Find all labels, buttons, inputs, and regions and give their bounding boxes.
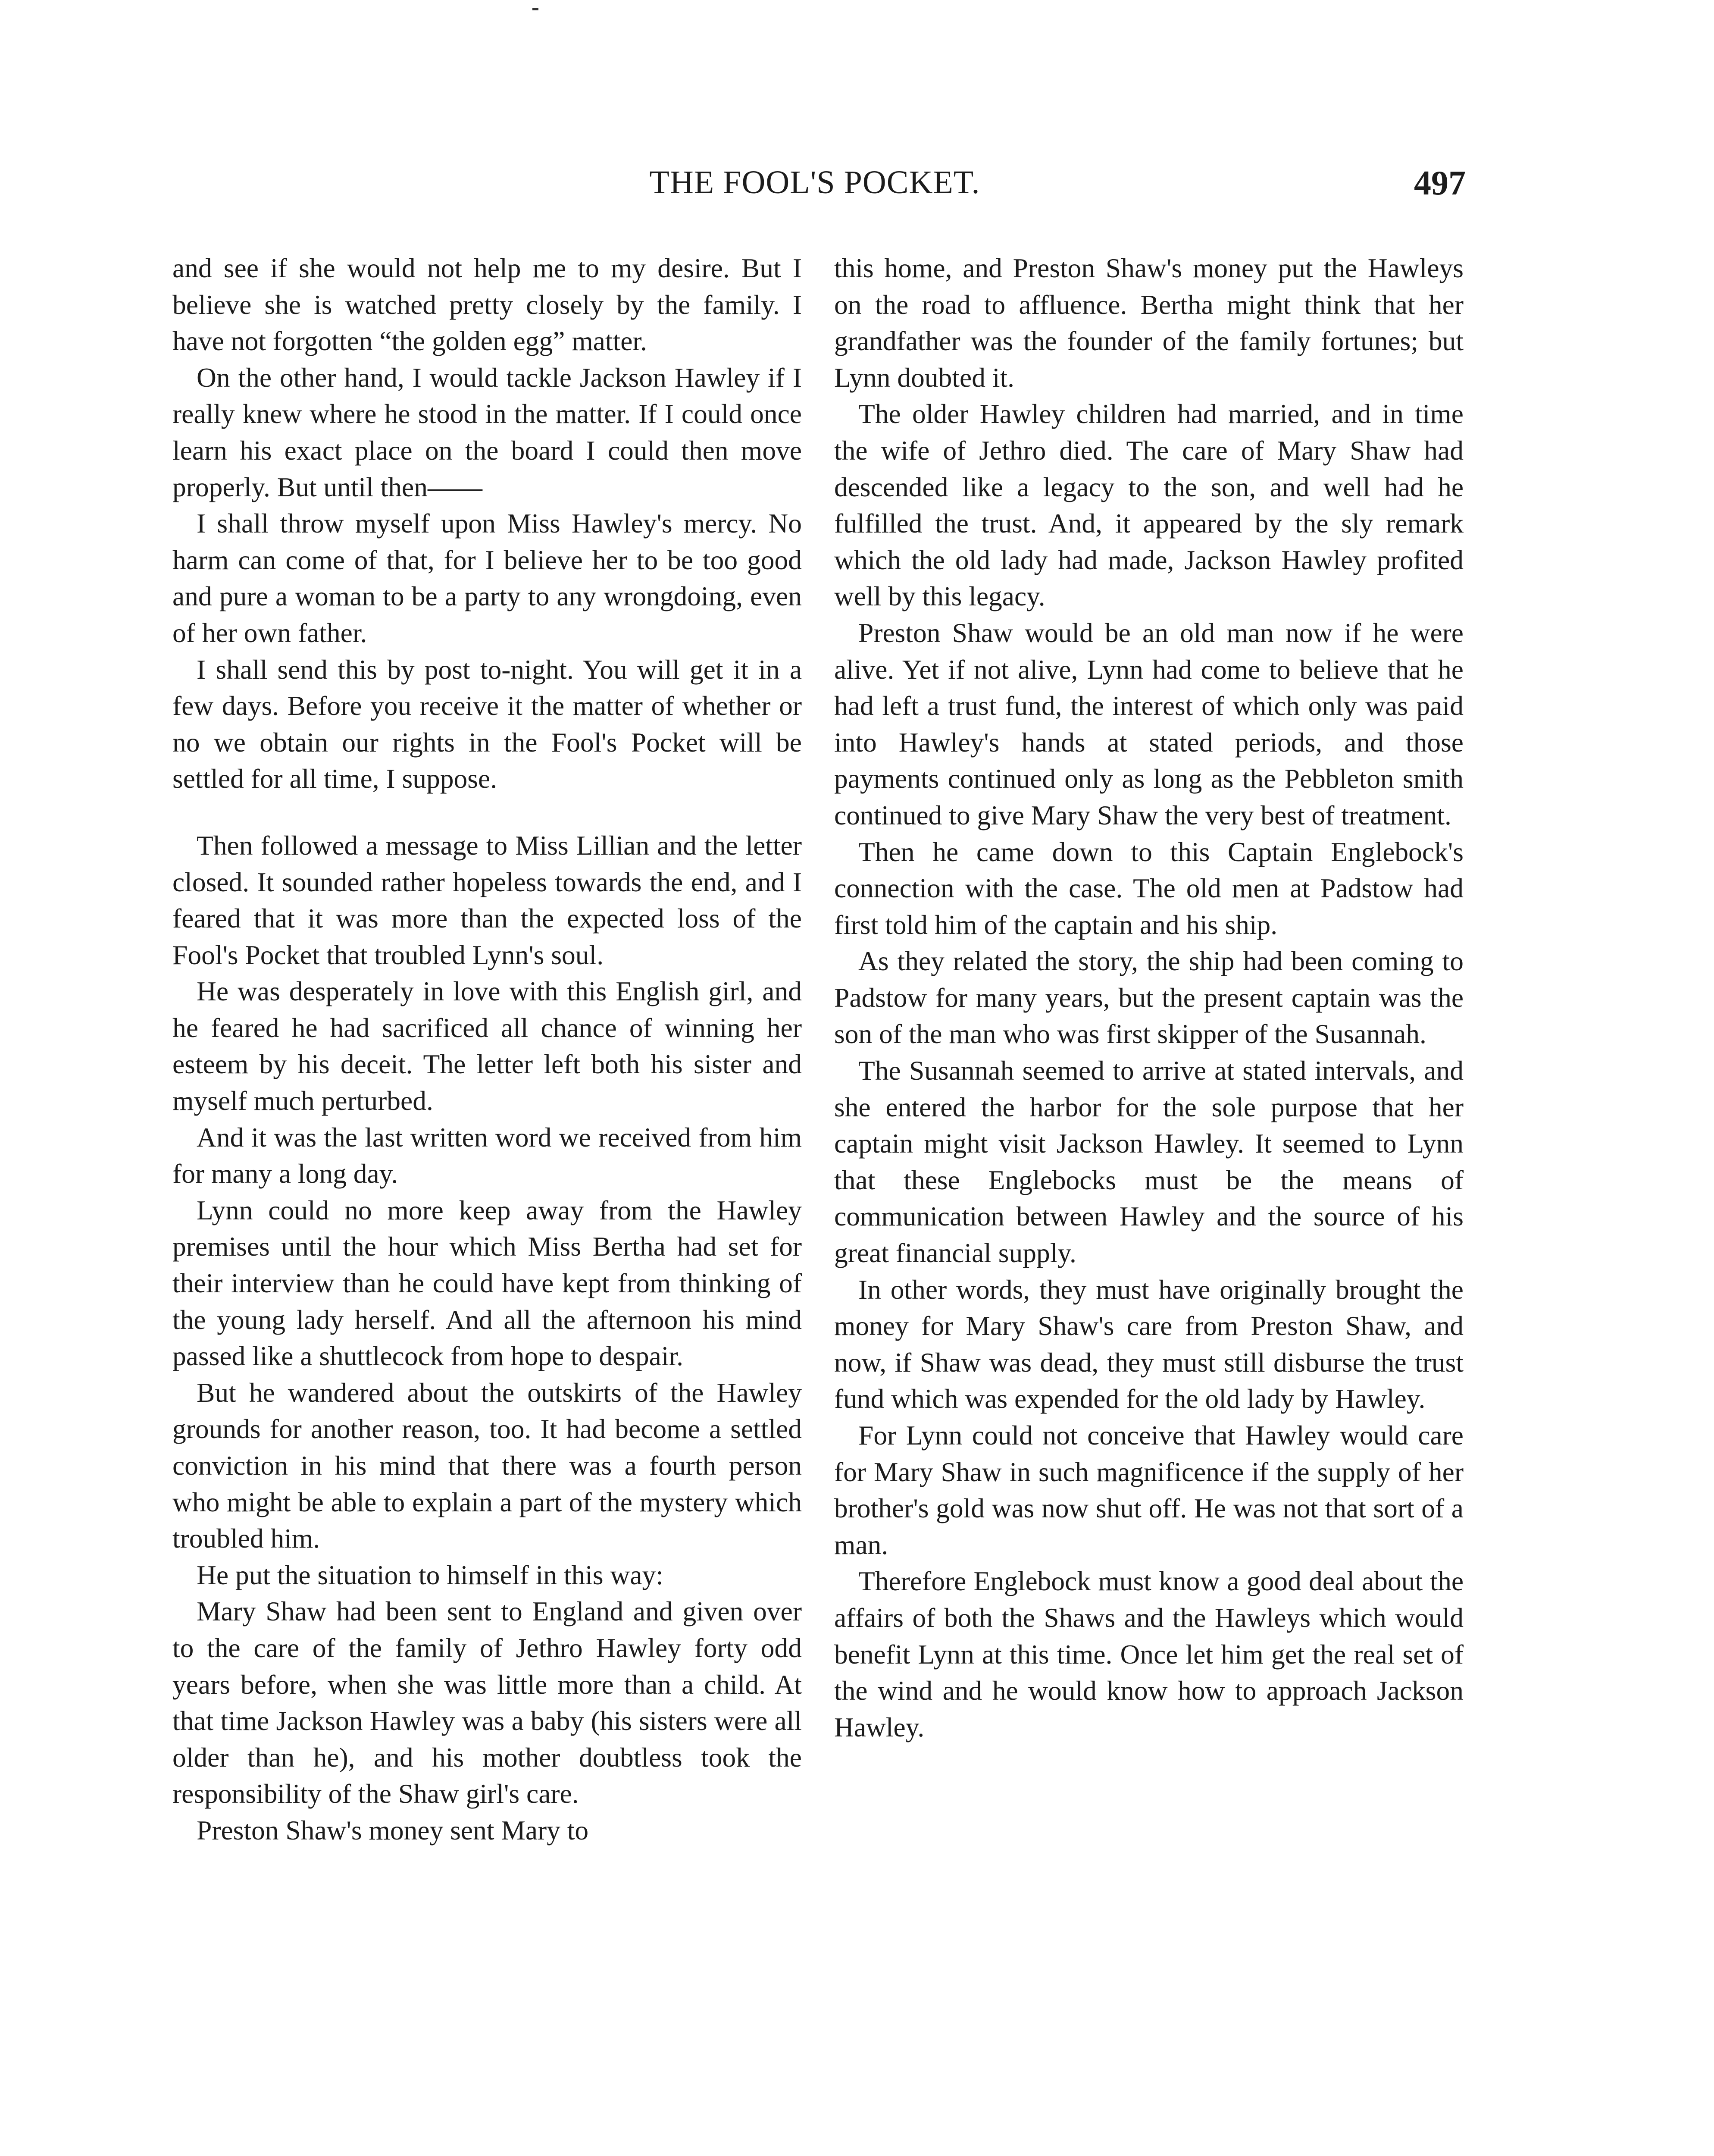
paragraph: He put the situation to himself in this way: — [197, 1559, 663, 1590]
paragraph: Therefore Englebock must know a good deal about the affairs of both the Shaws and the Hawleys which would benefit Lynn at this time. Once let him get the real set of the wind and he would know how to approach Jackson Hawley. — [834, 1566, 1464, 1742]
paragraph: As they related the story, the ship had been coming to Padstow for many years, but the present captain was the son of the man who was first skipper of the Susannah. — [834, 946, 1464, 1050]
paragraph: I shall send this by post to-night. You will get it in a few days. Before you receive it the matter of whether or no we obtain our rights in the Fool's Pocket will be settled for all time, I suppose. — [172, 654, 802, 794]
paragraph: Then he came down to this Captain Englebock's connection with the case. The old men at Padstow had first told him of the captain and his ship. — [834, 836, 1464, 940]
paragraph: The older Hawley children had married, and in time the wife of Jethro died. The care of Mary Shaw had descended like a legacy to the son, and well had he fulfilled the trust. And, it appeared by the sly remark which the old lady had made, Jackson Hawley profited well by this legacy. — [834, 398, 1464, 612]
paragraph: this home, and Preston Shaw's money put the Hawleys on the road to affluence. Bertha might think that her grandfather was the founder of the family fortunes; but Lynn doubted it. — [834, 253, 1464, 393]
running-head — [164, 164, 1466, 211]
paragraph: But he wandered about the outskirts of the Hawley grounds for another reason, too. It had become a settled conviction in his mind that there was a fourth person who might be able to explain a part of the mystery which troubled him. — [172, 1377, 802, 1554]
left-column — [172, 250, 802, 1849]
paragraph: In other words, they must have originally brought the money for Mary Shaw's care from Preston Shaw, and now, if Shaw was dead, they must still disburse the trust fund which was expended for the old lady by Hawley. — [834, 1274, 1464, 1414]
paragraph: On the other hand, I would tackle Jackson Hawley if I really knew where he stood in the matter. If I could once learn his exact place on the board I could then move properly. But until then—— — [172, 362, 802, 502]
paragraph: Mary Shaw had been sent to England and given over to the care of the family of Jethro Hawley forty odd years before, when she was little more than a child. At that time Jackson Hawley was a baby (his sisters were all older than he), and his mother doubtless took the responsibility of the Shaw girl's care. — [172, 1596, 802, 1809]
page-number: 497 — [1414, 164, 1466, 202]
paragraph: Lynn could no more keep away from the Hawley premises until the hour which Miss Bertha had set for their interview than he could have kept from thinking of the young lady herself. And all the afternoon his mind passed like a shuttlecock from hope to despair. — [172, 1194, 802, 1372]
paragraph: Then followed a message to Miss Lillian and the letter closed. It sounded rather hopeless towards the end, and I feared that it was more than the expected loss of the Fool's Pocket that troubled Lynn's soul. — [172, 830, 802, 970]
paragraph: I shall throw myself upon Miss Hawley's mercy. No harm can come of that, for I believe her to be too good and pure a woman to be a party to any wrongdoing, even of her own father. — [172, 508, 802, 648]
paragraph: The Susannah seemed to arrive at stated intervals, and she entered the harbor for the sole purpose that her captain might visit Jackson Hawley. It seemed to Lynn that these Englebocks must be the means of communication between Hawley and the source of his great financial supply. — [834, 1055, 1464, 1269]
paragraph: Preston Shaw would be an old man now if he were alive. Yet if not alive, Lynn had come to believe that he had left a trust fund, the interest of which only was paid into Hawley's hands at stated periods, and those payments continued only as long as the Pebbleton smith continued to give Mary Shaw the very best of treatment. — [834, 617, 1464, 830]
paragraph: He was desperately in love with this English girl, and he feared he had sacrificed all chance of winning her esteem by his deceit. The letter left both his sister and myself much perturbed. — [172, 976, 802, 1116]
page-title: THE FOOL'S POCKET. — [649, 164, 980, 201]
paragraph: and see if she would not help me to my desire. But I believe she is watched pretty closely by the family. I have not forgotten “the golden egg” matter. — [172, 253, 802, 357]
scan-mark — [532, 8, 538, 10]
right-column — [834, 250, 1464, 1745]
paragraph: For Lynn could not conceive that Hawley would care for Mary Shaw in such magnificence if the supply of her brother's gold was now shut off. He was not that sort of a man. — [834, 1420, 1464, 1560]
paragraph: Preston Shaw's money sent Mary to — [197, 1814, 589, 1846]
paragraph: And it was the last written word we received from him for many a long day. — [172, 1122, 802, 1189]
